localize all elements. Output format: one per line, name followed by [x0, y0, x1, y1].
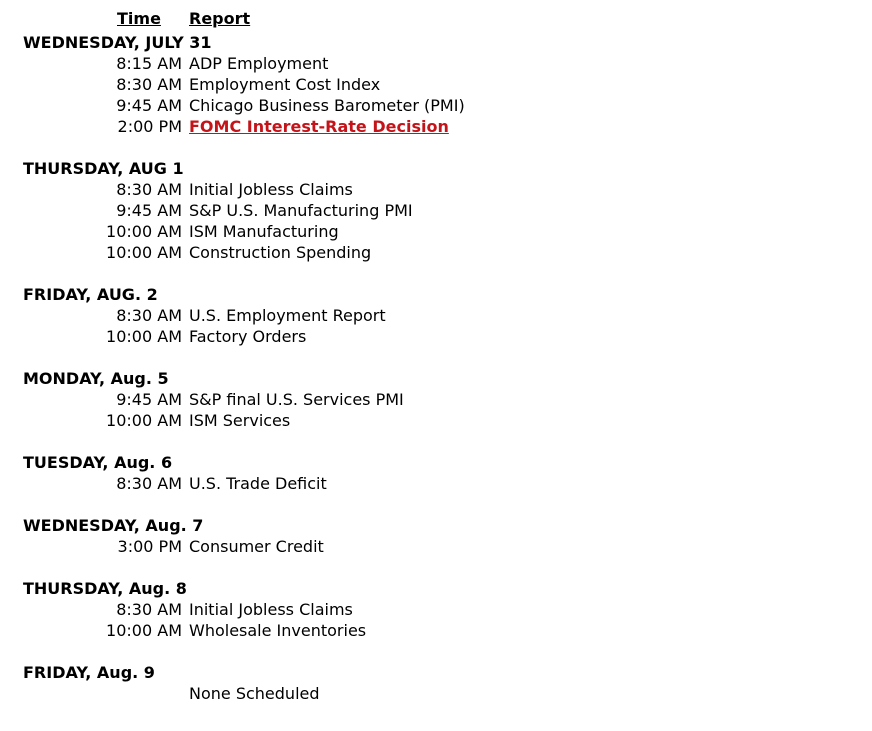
- event-row: [0, 620, 872, 641]
- event-report: Chicago Business Barometer (PMI): [189, 96, 465, 115]
- economic-calendar: [0, 8, 872, 725]
- day-title: WEDNESDAY, JULY 31: [23, 33, 212, 52]
- event-time: 10:00 AM: [106, 621, 182, 640]
- event-report: Initial Jobless Claims: [189, 180, 353, 199]
- event-report: Initial Jobless Claims: [189, 600, 353, 619]
- event-row: [0, 599, 872, 620]
- day-section: [0, 662, 872, 704]
- day-section: [0, 452, 872, 494]
- event-time: 9:45 AM: [116, 96, 182, 115]
- event-report: Employment Cost Index: [189, 75, 381, 94]
- event-row: [0, 95, 872, 116]
- day-title: FRIDAY, Aug. 9: [23, 663, 155, 682]
- event-time: 8:30 AM: [116, 75, 182, 94]
- event-report: S&P final U.S. Services PMI: [189, 390, 404, 409]
- event-row: [0, 326, 872, 347]
- event-report-link[interactable]: FOMC Interest-Rate Decision: [189, 117, 449, 136]
- event-time: 10:00 AM: [106, 243, 182, 262]
- event-time: 10:00 AM: [106, 222, 182, 241]
- event-report: Wholesale Inventories: [189, 621, 367, 640]
- event-report: S&P U.S. Manufacturing PMI: [189, 201, 413, 220]
- day-section: [0, 158, 872, 263]
- day-list: [0, 32, 872, 704]
- event-row: [0, 242, 872, 263]
- report-column-header: Report: [189, 9, 251, 28]
- event-row: [0, 116, 872, 137]
- day-section: [0, 368, 872, 431]
- event-row: [0, 179, 872, 200]
- time-column-header: Time: [117, 9, 161, 28]
- day-title: THURSDAY, Aug. 8: [23, 579, 187, 598]
- event-time: 2:00 PM: [117, 117, 182, 136]
- event-row: [0, 389, 872, 410]
- day-title: FRIDAY, AUG. 2: [23, 285, 158, 304]
- event-row: [0, 683, 872, 704]
- event-report: ADP Employment: [189, 54, 329, 73]
- column-header-row: [0, 8, 872, 29]
- event-time: 9:45 AM: [116, 201, 182, 220]
- event-report: Consumer Credit: [189, 537, 324, 556]
- event-row: [0, 473, 872, 494]
- event-time: 8:15 AM: [116, 54, 182, 73]
- day-title: THURSDAY, AUG 1: [23, 159, 184, 178]
- event-row: [0, 74, 872, 95]
- event-row: [0, 53, 872, 74]
- day-section: [0, 32, 872, 137]
- day-title: TUESDAY, Aug. 6: [23, 453, 173, 472]
- event-time: 10:00 AM: [106, 327, 182, 346]
- event-report: U.S. Trade Deficit: [189, 474, 327, 493]
- event-report: ISM Manufacturing: [189, 222, 339, 241]
- event-row: [0, 221, 872, 242]
- event-time: 8:30 AM: [116, 600, 182, 619]
- event-time: 8:30 AM: [116, 306, 182, 325]
- event-report: U.S. Employment Report: [189, 306, 386, 325]
- event-row: [0, 305, 872, 326]
- event-time: 9:45 AM: [116, 390, 182, 409]
- event-report: Factory Orders: [189, 327, 307, 346]
- day-title: MONDAY, Aug. 5: [23, 369, 169, 388]
- day-title: WEDNESDAY, Aug. 7: [23, 516, 204, 535]
- event-report: Construction Spending: [189, 243, 372, 262]
- event-time: 8:30 AM: [116, 474, 182, 493]
- event-row: [0, 410, 872, 431]
- day-section: [0, 515, 872, 557]
- event-row: [0, 536, 872, 557]
- day-section: [0, 578, 872, 641]
- event-report: None Scheduled: [189, 684, 320, 703]
- event-report: ISM Services: [189, 411, 291, 430]
- event-time: 8:30 AM: [116, 180, 182, 199]
- event-time: 10:00 AM: [106, 411, 182, 430]
- event-time: 3:00 PM: [117, 537, 182, 556]
- event-row: [0, 200, 872, 221]
- day-section: [0, 284, 872, 347]
